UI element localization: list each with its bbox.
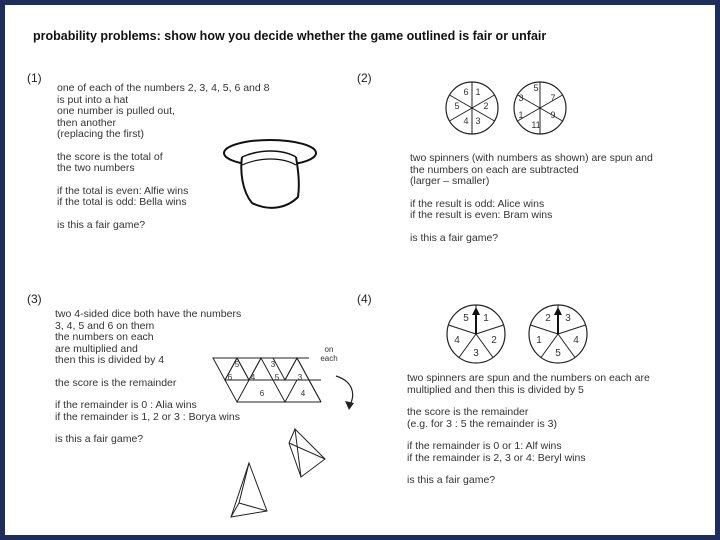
problem-1-line: one number is pulled out, [57,105,175,117]
net-number: 6 [227,373,233,382]
net-label-line: on [324,345,334,354]
problem-4-line: if the remainder is 0 or 1: Alf wins [407,440,562,452]
spinner-2a-label: 5 [454,101,460,111]
problem-2-number: (2) [357,71,372,85]
problem-3-line: is this a fair game? [55,433,144,445]
spinner-2a-label: 4 [463,116,469,126]
net-label-line: each [320,354,338,363]
net-number: 3 [270,360,276,369]
net-number: 4 [250,373,256,382]
spacer [410,222,653,233]
problem-3-line: the numbers on each [55,331,154,343]
spinner-2b-label: 3 [518,93,524,103]
tetrahedron-dice [223,425,328,520]
spinner-4b-label: 2 [545,313,551,324]
problem-2-line: is this a fair game? [410,231,499,244]
problem-3-line: are multiplied and [55,342,138,355]
spinner-2b-label: 11 [531,120,541,130]
problem-2-line: the numbers on each are subtracted [410,163,579,176]
problem-2-line: if the result is even: Bram wins [410,209,553,221]
problem-3-line: if the remainder is 1, 2 or 3 : Borya wins [55,410,240,423]
problem-4-line: (e.g. for 3 : 5 the remainder is 3) [407,417,557,430]
net-number: 6 [259,389,265,398]
curved-arrow [330,373,360,411]
problem-4-text [407,373,650,487]
problem-1-line: if the total is even: Alfie wins [57,184,189,197]
net-number: 5 [274,373,280,382]
spinner-2b-label: 7 [550,93,556,103]
spinner-4a-label: 2 [491,335,497,346]
problem-3-line: 3, 4, 5 and 6 on them [55,319,155,332]
spinner-4b-label: 1 [536,335,542,346]
problem-1-line: (replacing the first) [57,128,144,140]
net-number: 3 [297,373,303,382]
spacer [410,188,653,199]
net-on-each-label [317,345,341,363]
spinner-4a-label: 5 [463,313,469,324]
problem-4-line: the score is the remainder [407,406,529,418]
problem-3-line: then this is divided by 4 [55,354,165,366]
problem-2-line: if the result is odd: Alice wins [410,197,545,210]
problem-1-line: one of each of the numbers 2, 3, 4, 5, 6 and 8 [57,82,270,94]
spinner-2a-label: 2 [483,101,489,111]
page-title: probability problems: show how you decide whether the game outlined is fair or unfair [33,29,547,43]
spinner-4a-label: 3 [473,348,479,359]
spinner-2b-label: 1 [518,110,524,120]
problem-3-line: if the remainder is 0 : Alia wins [55,399,197,411]
problem-3-line: two 4-sided dice both have the numbers [55,308,242,320]
spinner-4a-label: 4 [454,335,460,346]
problem-3-line: the score is the remainder [55,376,177,389]
problem-4-number: (4) [357,292,372,306]
spinner-2a [442,78,502,138]
spinner-4b-label: 5 [555,348,561,359]
spinner-2a-label: 3 [475,116,481,126]
spinner-4b-label: 3 [565,313,571,324]
problem-1-line: the two numbers [57,162,135,174]
spinner-4a-label: 1 [483,313,489,324]
problem-1-line: the score is the total of [57,150,163,163]
net-number: 4 [300,389,306,398]
problem-1-line: is this a fair game? [57,218,146,231]
hat-illustration [220,133,320,215]
problem-1-number: (1) [27,71,42,85]
problem-2-line: two spinners (with numbers as shown) are spun and [410,152,653,164]
spinner-2a-label: 6 [463,87,469,97]
spinner-2b-label: 5 [533,83,539,93]
net-number: 5 [234,360,240,369]
problem-2-line: (larger – smaller) [410,175,490,187]
problem-1-line: is put into a hat [57,93,129,106]
spinner-2a-label: 1 [475,87,481,97]
problem-2-text [410,153,653,244]
problem-1-line: if the total is odd: Bella wins [57,196,187,208]
spinner-2b-label: 9 [550,110,556,120]
problem-4-line: multiplied and then this is divided by 5 [407,383,584,396]
problem-4-line: if the remainder is 2, 3 or 4: Beryl wins [407,451,586,464]
spinner-4b-label: 4 [573,335,579,346]
problem-4-line: two spinners are spun and the numbers on each are [407,372,650,384]
worksheet-page [5,5,715,535]
problem-4-line: is this a fair game? [407,474,496,486]
problem-3-number: (3) [27,292,42,306]
problem-1-line: then another [57,116,116,129]
